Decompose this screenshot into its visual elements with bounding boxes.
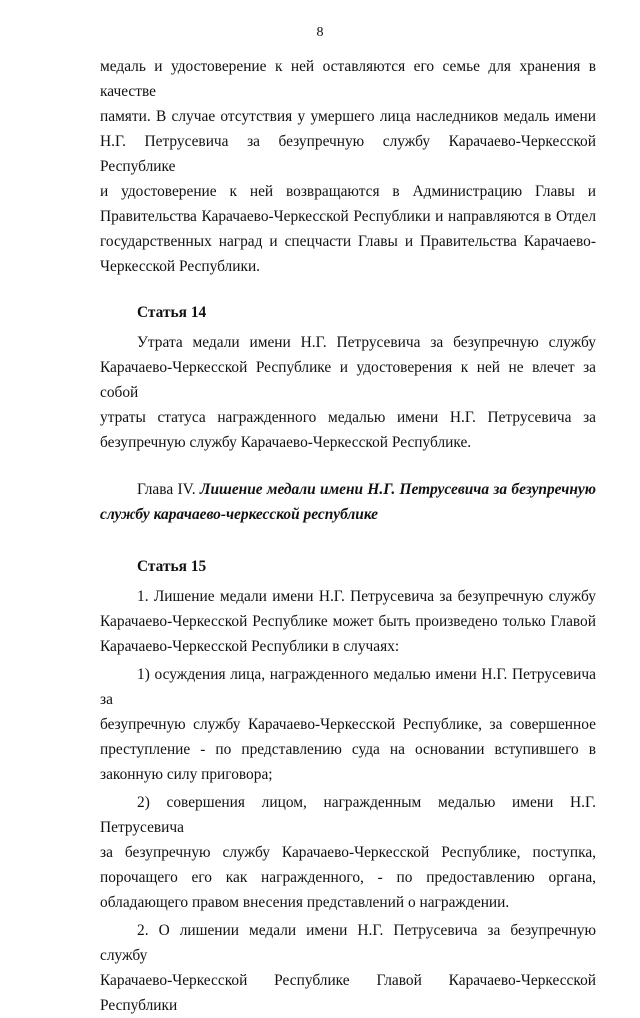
article-15-point-1: [100, 584, 596, 659]
text-line: Карачаево-Черкесской Республике Главой Карачаево-Черкесской Республики: [100, 972, 596, 1014]
text-line: Карачаево-Черкесской Республики в случаях:: [100, 638, 400, 655]
text-line: Карачаево-Черкесской Республике и удостоверения к ней не влечет за собой: [100, 359, 596, 401]
text-line: безупречную службу Карачаево-Черкесской Республике, за совершенное: [100, 716, 596, 733]
text-line: порочащего его как награжденного, - по предоставлению органа,: [100, 869, 596, 886]
text-line: 1. Лишение медали имени Н.Г. Петрусевича за безупречную службу: [137, 588, 596, 605]
chapter-4-heading: [100, 477, 596, 527]
continuation-paragraph: [100, 54, 596, 279]
text-line: Утрата медали имени Н.Г. Петрусевича за безупречную службу: [137, 334, 596, 351]
text-line: преступление - по представлению суда на основании вступившего в: [100, 741, 596, 758]
chapter-title: Лишение медали имени Н.Г. Петрусевича за безупречную: [199, 481, 596, 498]
text-line: Карачаево-Черкесской Республике может быть произведено только Главой: [100, 613, 596, 630]
article-15-heading: Статья 15: [137, 558, 207, 575]
text-line: законную силу приговора;: [100, 766, 273, 783]
text-line: обладающего правом внесения представлений о награждении.: [100, 894, 510, 911]
article-15-point-2: [100, 918, 596, 1018]
text-line: 1) осуждения лица, награжденного медалью имени Н.Г. Петрусевича за: [100, 666, 596, 708]
text-line: за безупречную службу Карачаево-Черкесской Республике, поступка,: [100, 844, 596, 861]
chapter-prefix: Глава IV.: [137, 481, 196, 498]
text-line: утраты статуса награжденного медалью имени Н.Г. Петрусевича за: [100, 409, 596, 426]
text-line: и удостоверение к ней возвращаются в Администрацию Главы и: [100, 183, 596, 200]
chapter-title: службу карачаево-черкесской республике: [100, 506, 379, 523]
text-line: медаль и удостоверение к ней оставляются его семье для хранения в качестве: [100, 58, 596, 100]
chapter-title-line: [100, 502, 596, 527]
article-14-paragraph: [100, 330, 596, 455]
page-number: 8: [316, 25, 324, 40]
article-14-heading: Статья 14: [137, 304, 207, 321]
text-line: государственных наград и спецчасти Главы и Правительства Карачаево-: [100, 233, 596, 250]
article-15-subpoint-2: [100, 790, 596, 915]
text-line: Правительства Карачаево-Черкесской Республики и направляются в Отдел: [100, 208, 596, 225]
text-line: памяти. В случае отсутствия у умершего лица наследников медаль имени: [100, 108, 596, 125]
text-line: 2. О лишении медали имени Н.Г. Петрусевича за безупречную службу: [100, 922, 596, 964]
article-15-subpoint-1: [100, 662, 596, 787]
chapter-title-line: [100, 477, 596, 502]
text-line: Черкесской Республики.: [100, 258, 261, 275]
text-line: 2) совершения лицом, награжденным медалью имени Н.Г. Петрусевича: [100, 794, 596, 836]
document-body: [100, 54, 596, 1018]
text-line: безупречную службу Карачаево-Черкесской Республике.: [100, 434, 472, 451]
text-line: Н.Г. Петрусевича за безупречную службу Карачаево-Черкесской Республике: [100, 133, 596, 175]
